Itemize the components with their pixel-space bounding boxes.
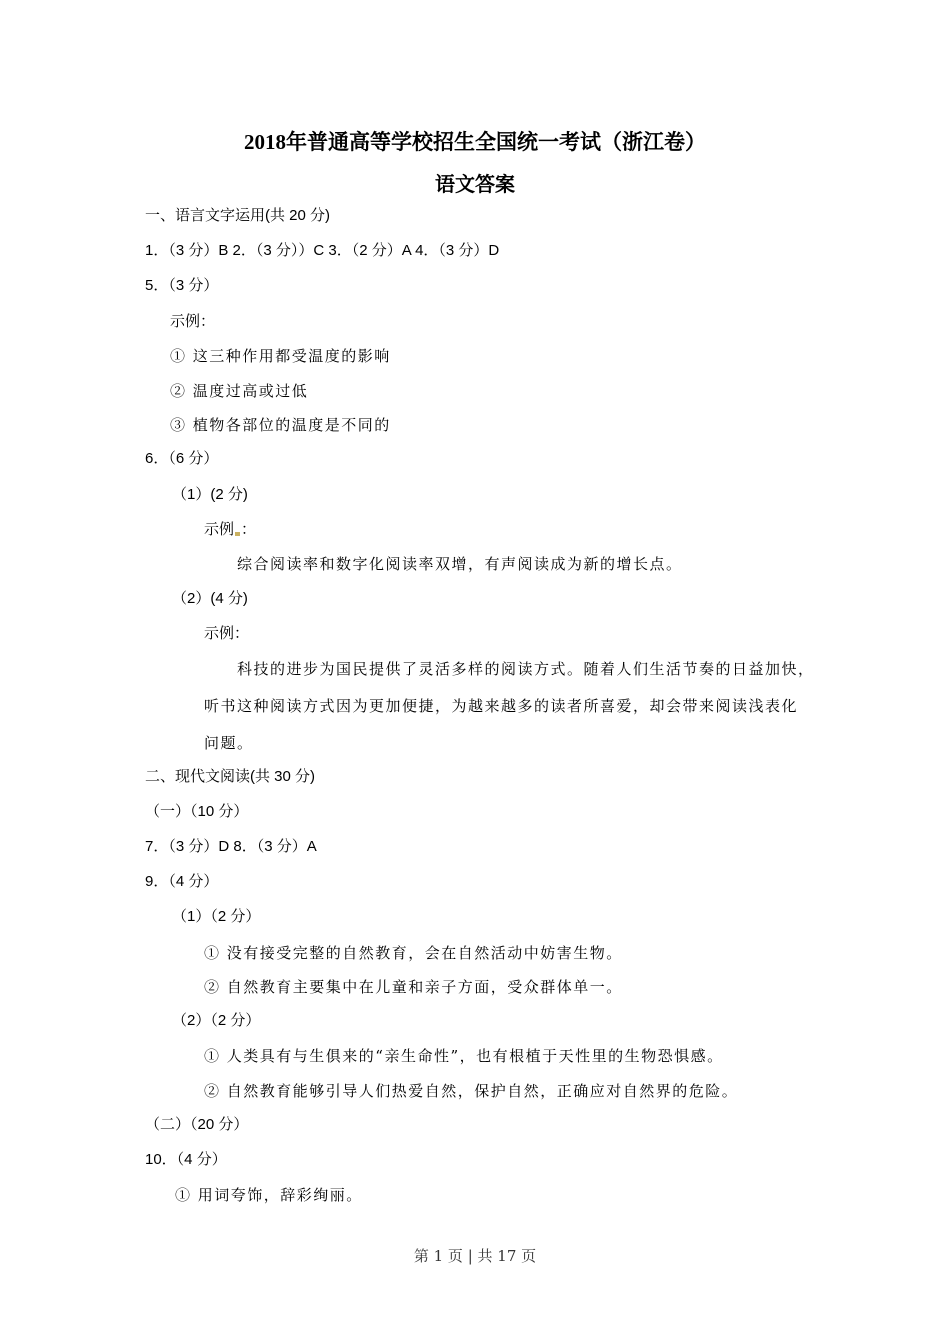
document-line-answer-text: ① 人类具有与生俱来的“亲生命性”，也有根植于天性里的生物恐惧感。	[204, 1047, 724, 1065]
document-line-label: 示例：	[204, 625, 250, 642]
document-line-section: 一、语言文字运用(共 20 分)	[145, 207, 331, 224]
document-line-label: 示例：	[170, 313, 216, 330]
document-line-answer-text: ② 温度过高或过低	[170, 382, 309, 400]
document-line-label-marked	[204, 520, 256, 540]
document-line-answer-text: ① 没有接受完整的自然教育，会在自然活动中妨害生物。	[204, 944, 623, 962]
highlight-mark-icon	[235, 532, 240, 536]
page-footer: 第 1 页 | 共 17 页	[413, 1247, 537, 1265]
document-line-answer: 7．（3 分）D 8．（3 分）A	[145, 838, 317, 855]
document-line-answer-text: 问题。	[204, 734, 254, 752]
document-line-subquestion: （1）(2 分)	[172, 486, 248, 503]
document-line-question: 10．（4 分）	[145, 1151, 227, 1168]
document-line-question: 6．（6 分）	[145, 450, 219, 467]
document-line-section: 二、现代文阅读(共 30 分)	[145, 768, 316, 785]
document-line-answer-text: ② 自然教育主要集中在儿童和亲子方面，受众群体单一。	[204, 978, 623, 996]
document-line-subquestion: （1）（2 分）	[172, 908, 261, 925]
document-line-subquestion: （2）（2 分）	[172, 1012, 261, 1029]
document-line-question: 9．（4 分）	[145, 873, 219, 890]
label-text: 示例 ：	[204, 521, 257, 538]
document-line-part: （二）（20 分）	[145, 1116, 249, 1133]
document-line-answer-text: 综合阅读率和数字化阅读率双增，有声阅读成为新的增长点。	[237, 555, 683, 573]
document-line-answer: 1．（3 分）B 2．（3 分））C 3．（2 分）A 4．（3 分）D	[145, 242, 500, 259]
document-line-answer-text: ③ 植物各部位的温度是不同的	[170, 416, 391, 434]
document-line-answer-text: ① 这三种作用都受温度的影响	[170, 347, 391, 365]
document-line-answer-text: 听书这种阅读方式因为更加便捷，为越来越多的读者所喜爱，却会带来阅读浅表化	[204, 697, 799, 715]
document-subtitle: 语文答案	[435, 174, 515, 196]
document-line-subquestion: （2）(4 分)	[172, 590, 248, 607]
document-line-question: 5．（3 分）	[145, 277, 219, 294]
document-title: 2018年普通高等学校招生全国统一考试（浙江卷）	[244, 130, 706, 154]
document-line-part: （一）（10 分）	[145, 803, 249, 820]
document-line-answer-text: ② 自然教育能够引导人们热爱自然，保护自然，正确应对自然界的危险。	[204, 1082, 739, 1100]
document-line-answer-text: ① 用词夸饰，辞彩绚丽。	[175, 1186, 363, 1204]
document-line-answer-text: 科技的进步为国民提供了灵活多样的阅读方式。随着人们生活节奏的日益加快，	[237, 660, 815, 678]
